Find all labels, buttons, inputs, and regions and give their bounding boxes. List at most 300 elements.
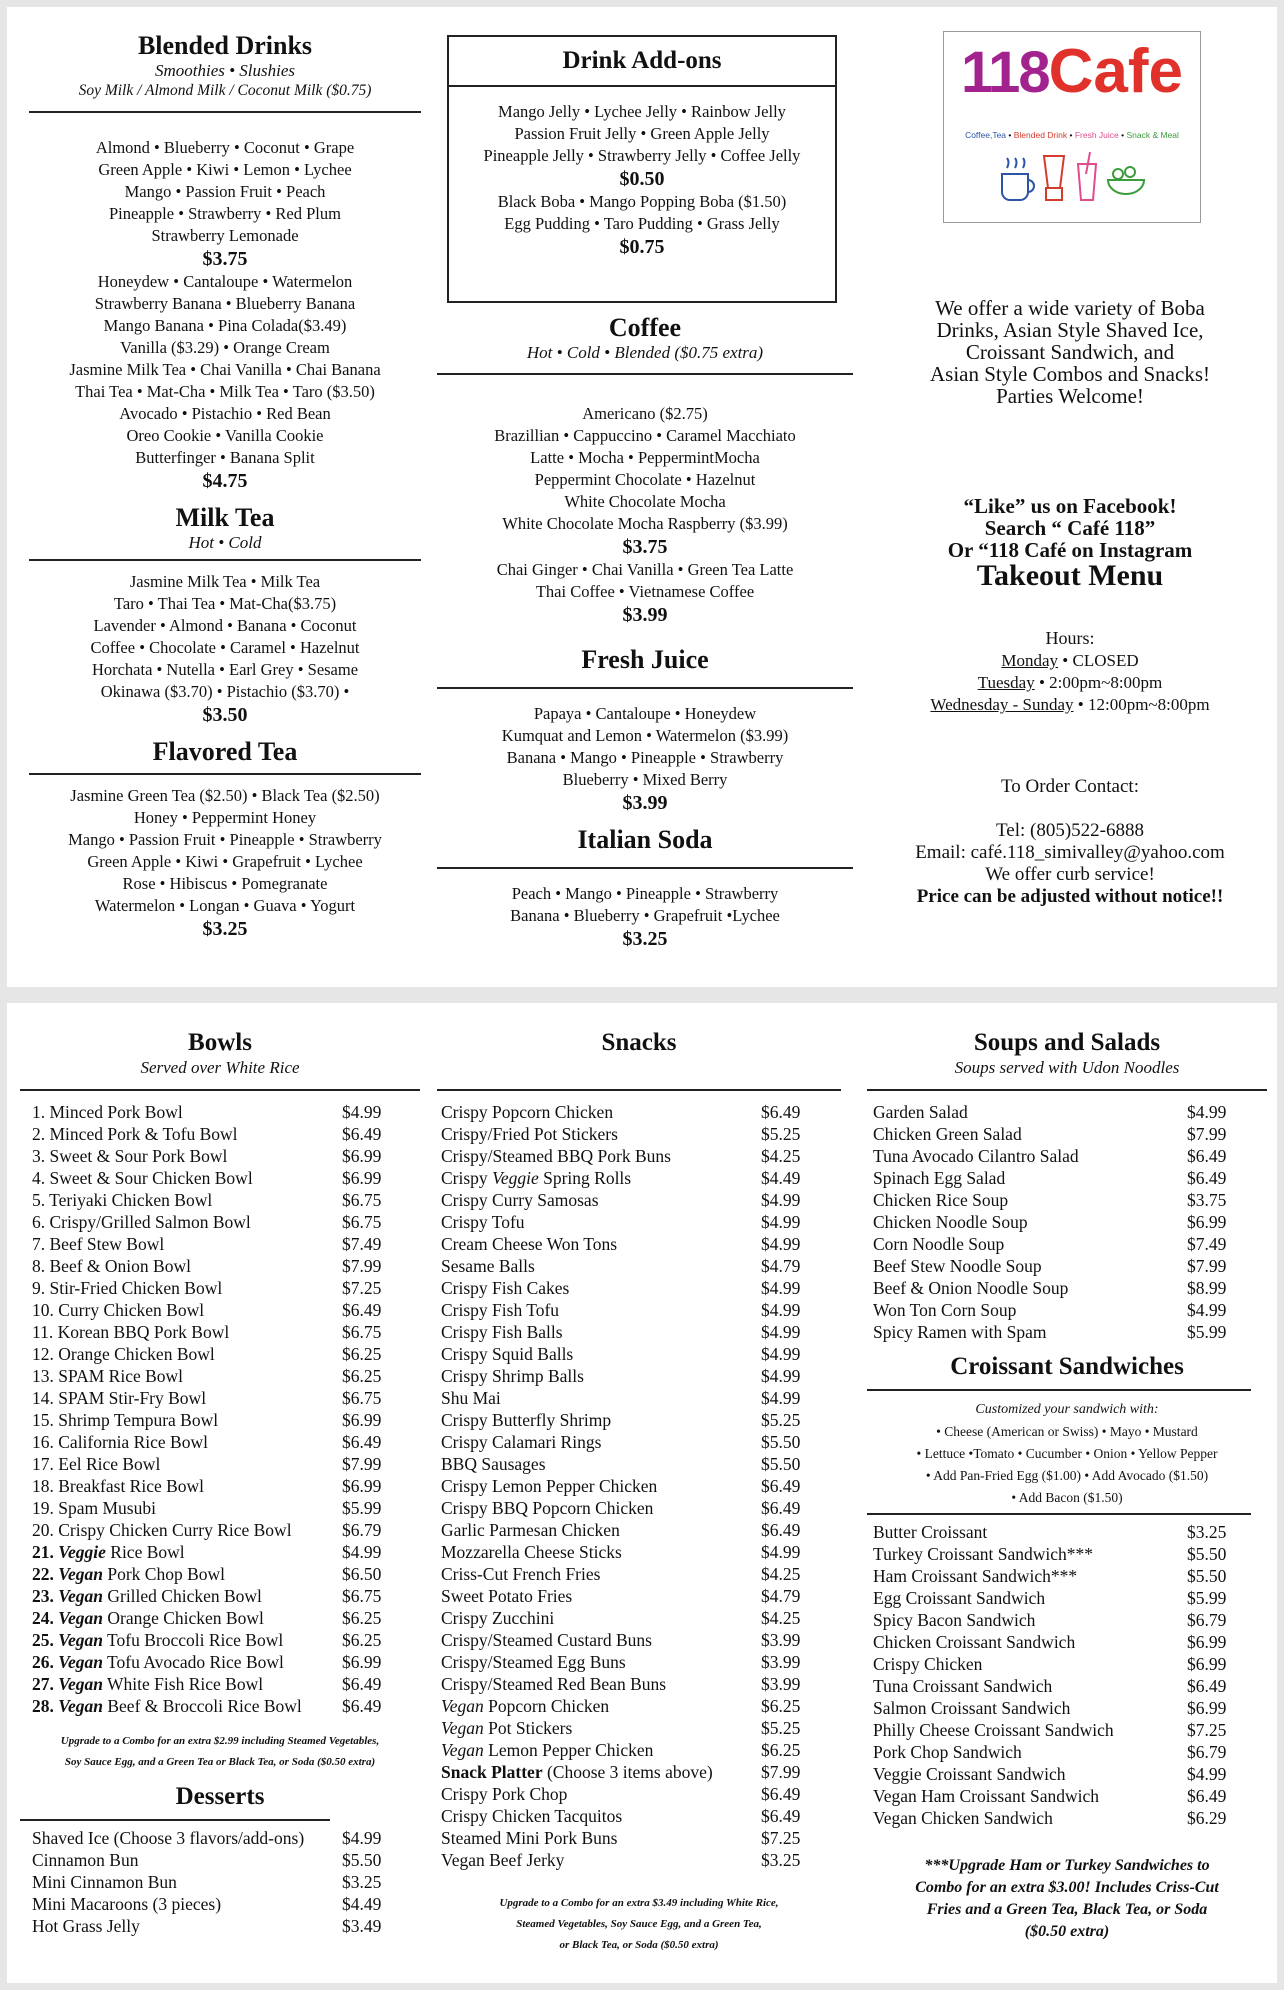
blended-drinks-subtitle: Smoothies • Slushies — [154, 61, 296, 80]
menu-item-price: $6.99 — [1187, 1212, 1227, 1232]
menu-item-row — [441, 1629, 831, 1651]
menu-item-name — [32, 1651, 284, 1673]
menu-item-price: $4.99 — [761, 1366, 801, 1386]
menu-item-row — [873, 1101, 1257, 1123]
fresh-juice-list-line: Banana • Mango • Pineapple • Strawberry — [506, 748, 784, 767]
menu-item-name — [32, 1475, 204, 1497]
menu-item-row — [32, 1497, 412, 1519]
menu-item-price: $6.79 — [1187, 1610, 1227, 1630]
menu-item-price: $3.25 — [761, 1850, 801, 1870]
menu-item-row — [873, 1697, 1257, 1719]
menu-item-name — [441, 1475, 657, 1497]
coffee-group-1-line: Americano ($2.75) — [582, 404, 708, 423]
takeout-menu-title: Takeout Menu — [976, 559, 1164, 592]
menu-item-name-part: 22. — [32, 1564, 59, 1584]
bowls-combo-note-line: Soy Sauce Egg, and a Green Tea or Black Tea, or Soda ($0.50 extra) — [64, 1756, 376, 1768]
menu-item-price: $5.50 — [342, 1850, 382, 1870]
menu-item-name-part: Garlic Parmesan Chicken — [441, 1520, 620, 1540]
menu-item-diet-label: Vegan — [441, 1696, 484, 1716]
menu-item-row — [441, 1805, 831, 1827]
menu-item-price: $7.99 — [342, 1256, 382, 1276]
menu-item-name: Cinnamon Bun — [32, 1850, 139, 1870]
menu-item-price: $5.50 — [1187, 1566, 1227, 1586]
bowls-list — [32, 1101, 412, 1717]
menu-item-name — [32, 1563, 225, 1585]
drink-addons-title: Drink Add-ons — [562, 47, 722, 74]
menu-item-name — [32, 1695, 302, 1717]
menu-item-name — [32, 1629, 283, 1651]
intro-text-line: Drinks, Asian Style Shaved Ice, — [936, 318, 1204, 342]
addons-group-2-line: Black Boba • Mango Popping Boba ($1.50) — [497, 192, 787, 211]
menu-item-name-part: Crispy Curry Samosas — [441, 1190, 599, 1210]
menu-item-name — [441, 1673, 666, 1695]
milk-tea-subtitle: Hot • Cold — [188, 533, 262, 552]
menu-item-name-part: Crispy Butterfly Shrimp — [441, 1410, 612, 1430]
menu-item-price: $6.99 — [342, 1652, 382, 1672]
price-notice: Price can be adjusted without notice!! — [916, 886, 1224, 907]
milk-tea-list-line: Horchata • Nutella • Earl Grey • Sesame — [91, 660, 359, 679]
menu-item-price: $7.25 — [342, 1278, 382, 1298]
menu-item-price: $7.49 — [1187, 1234, 1227, 1254]
menu-item-name: Salmon Croissant Sandwich — [873, 1698, 1071, 1718]
menu-item-price: $4.99 — [1187, 1300, 1227, 1320]
menu-item-name-part: Crispy Chicken Tacquitos — [441, 1806, 623, 1826]
menu-item-name-part: Crispy Zucchini — [441, 1608, 555, 1628]
snacks-combo-note — [437, 1893, 841, 1956]
coffee-price-2: $3.99 — [622, 604, 668, 626]
milk-tea-price: $3.50 — [202, 704, 248, 726]
menu-item-name — [32, 1541, 185, 1563]
menu-item-price: $4.99 — [342, 1828, 382, 1848]
customize-title: Customized your sandwich with: — [975, 1402, 1159, 1417]
blended-group-2-line: Honeydew • Cantaloupe • Watermelon — [97, 272, 353, 291]
coffee-group-1-line: White Chocolate Mocha Raspberry ($3.99) — [502, 514, 788, 533]
menu-item-price: $6.50 — [342, 1564, 382, 1584]
menu-item-name-part: 13. SPAM Rice Bowl — [32, 1366, 184, 1386]
menu-item-name — [441, 1211, 525, 1233]
menu-item-price: $4.25 — [761, 1146, 801, 1166]
menu-item-price: $6.75 — [342, 1212, 382, 1232]
customize-options-line: • Add Pan-Fried Egg ($1.00) • Add Avocado ($1.50) — [925, 1468, 1209, 1483]
divider — [437, 687, 853, 689]
menu-item-name-part: 2. Minced Pork & Tofu Bowl — [32, 1124, 238, 1144]
menu-item-price: $4.99 — [342, 1542, 382, 1562]
menu-item-name-part: 27. — [32, 1674, 59, 1694]
menu-item-name-part: White Fish Rice Bowl — [102, 1674, 264, 1694]
blended-group-1 — [29, 137, 421, 247]
menu-item-row — [32, 1871, 412, 1893]
addons-group-2 — [449, 191, 835, 235]
blended-group-2-line: Thai Tea • Mat-Cha • Milk Tea • Taro ($3.50) — [75, 382, 375, 401]
menu-item-name-part: 10. Curry Chicken Bowl — [32, 1300, 205, 1320]
snacks-combo-note-line: or Black Tea, or Soda ($0.50 extra) — [559, 1939, 719, 1951]
intro-text — [875, 297, 1265, 407]
menu-item-price: $7.99 — [1187, 1124, 1227, 1144]
menu-item-price: $4.99 — [761, 1542, 801, 1562]
menu-item-name: Vegan Chicken Sandwich — [873, 1808, 1053, 1828]
menu-item-name-part: 16. California Rice Bowl — [32, 1432, 208, 1452]
menu-item-name — [32, 1321, 229, 1343]
coffee-group-2-line: Chai Ginger • Chai Vanilla • Green Tea Latte — [496, 560, 794, 579]
menu-item-name: Egg Croissant Sandwich — [873, 1588, 1046, 1608]
menu-item-name-part: Shu Mai — [441, 1388, 501, 1408]
menu-item-row — [441, 1387, 831, 1409]
menu-item-price: $6.99 — [342, 1168, 382, 1188]
menu-item-name — [441, 1189, 599, 1211]
menu-item-name-part: Crispy/Steamed Custard Buns — [441, 1630, 652, 1650]
menu-item-price: $5.25 — [761, 1718, 801, 1738]
menu-item-diet-label: Vegan — [58, 1674, 103, 1694]
menu-item-name-part: Vegan Beef Jerky — [441, 1850, 565, 1870]
flavored-tea-list-line: Jasmine Green Tea ($2.50) • Black Tea ($2.50) — [70, 786, 380, 805]
social-text-line: Or “118 Café on Instagram — [947, 538, 1193, 562]
menu-item-row — [873, 1521, 1257, 1543]
menu-item-name — [32, 1277, 222, 1299]
menu-item-row — [873, 1763, 1257, 1785]
menu-item-name-part: Crispy BBQ Popcorn Chicken — [441, 1498, 654, 1518]
menu-item-name-part: Orange Chicken Bowl — [102, 1608, 264, 1628]
menu-item-name — [32, 1497, 156, 1519]
menu-item-name-part: Crispy/Fried Pot Stickers — [441, 1124, 618, 1144]
menu-item-price: $3.75 — [1187, 1190, 1227, 1210]
menu-item-row — [441, 1585, 831, 1607]
menu-item-name: Mini Cinnamon Bun — [32, 1872, 177, 1892]
menu-item-row — [441, 1365, 831, 1387]
menu-item-price: $7.99 — [761, 1762, 801, 1782]
italian-soda-list-line: Peach • Mango • Pineapple • Strawberry — [511, 884, 779, 903]
croissant-upgrade-note — [867, 1855, 1267, 1943]
menu-item-row — [32, 1233, 412, 1255]
logo-word: Cafe — [1048, 37, 1183, 106]
menu-item-name: Chicken Noodle Soup — [873, 1212, 1028, 1232]
blended-group-2-line: Vanilla ($3.29) • Orange Cream — [120, 338, 330, 357]
customize-options-line: • Add Bacon ($1.50) — [1011, 1490, 1123, 1505]
menu-item-row — [441, 1783, 831, 1805]
menu-item-price: $6.79 — [1187, 1742, 1227, 1762]
menu-item-price: $6.49 — [342, 1124, 382, 1144]
social-text-line: Search “ Café 118” — [984, 516, 1156, 540]
menu-item-price: $4.99 — [1187, 1102, 1227, 1122]
menu-item-price: $5.25 — [761, 1410, 801, 1430]
menu-item-name — [441, 1431, 601, 1453]
divider — [20, 1089, 420, 1091]
menu-item-row — [873, 1609, 1257, 1631]
menu-item-name-part: Crispy Fish Cakes — [441, 1278, 570, 1298]
flavored-tea-title: Flavored Tea — [152, 737, 298, 766]
menu-item-name — [441, 1805, 622, 1827]
menu-item-price: $4.99 — [761, 1234, 801, 1254]
menu-item-price: $6.25 — [342, 1630, 382, 1650]
menu-item-name — [441, 1233, 617, 1255]
blended-group-1-line: Pineapple • Strawberry • Red Plum — [109, 204, 341, 223]
flavored-tea-price: $3.25 — [202, 918, 248, 940]
menu-item-name-part: Crispy/Steamed Egg Buns — [441, 1652, 626, 1672]
divider — [29, 111, 421, 113]
menu-item-diet-label: Vegan — [58, 1586, 103, 1606]
coffee-group-1-line: Brazillian • Cappuccino • Caramel Macchiato — [494, 426, 796, 445]
menu-item-name-part: Snack Platter — [441, 1762, 543, 1782]
menu-item-name — [441, 1101, 613, 1123]
menu-item-name-part: 1. Minced Pork Bowl — [32, 1102, 183, 1122]
menu-item-price: $6.49 — [1187, 1786, 1227, 1806]
menu-item-name — [441, 1849, 564, 1871]
addons-price-1: $0.50 — [619, 168, 665, 190]
menu-item-row — [32, 1585, 412, 1607]
flavored-tea-list-line: Watermelon • Longan • Guava • Yogurt — [94, 896, 356, 915]
menu-item-price: $4.99 — [1187, 1764, 1227, 1784]
coffee-group-1-line: Peppermint Chocolate • Hazelnut — [534, 470, 756, 489]
coffee-group-2 — [437, 559, 853, 603]
desserts-list — [32, 1827, 412, 1937]
menu-item-name-part: 17. Eel Rice Bowl — [32, 1454, 161, 1474]
menu-item-row — [873, 1233, 1257, 1255]
menu-item-price: $6.49 — [1187, 1168, 1227, 1188]
menu-item-name — [441, 1585, 572, 1607]
menu-item-price: $7.99 — [1187, 1256, 1227, 1276]
drink-addons-box — [447, 35, 837, 303]
menu-item-name-part: Crispy/Steamed Red Bean Buns — [441, 1674, 667, 1694]
menu-item-row — [441, 1299, 831, 1321]
menu-item-name: Butter Croissant — [873, 1522, 988, 1542]
menu-item-name-part: 5. Teriyaki Chicken Bowl — [32, 1190, 213, 1210]
coffee-subtitle: Hot • Cold • Blended ($0.75 extra) — [526, 343, 764, 362]
flavored-tea-list-line: Mango • Passion Fruit • Pineapple • Strawberry — [68, 830, 382, 849]
menu-item-name: Vegan Ham Croissant Sandwich — [873, 1786, 1100, 1806]
menu-item-row — [32, 1409, 412, 1431]
food-panel — [7, 1003, 1277, 1983]
menu-item-row — [873, 1719, 1257, 1741]
menu-item-price: $6.29 — [1187, 1808, 1227, 1828]
menu-item-name — [32, 1101, 183, 1123]
menu-item-name-part: Spring Rolls — [538, 1168, 632, 1188]
menu-item-name-part: Crispy/Steamed BBQ Pork Buns — [441, 1146, 671, 1166]
menu-item-row — [32, 1211, 412, 1233]
croissant-upgrade-note-line: Combo for an extra $3.00! Includes Criss-Cut — [915, 1879, 1219, 1896]
menu-item-price: $4.99 — [761, 1190, 801, 1210]
croissant-upgrade-note-line: ($0.50 extra) — [1024, 1923, 1110, 1940]
menu-item-price: $5.99 — [1187, 1322, 1227, 1342]
fresh-juice-list — [437, 703, 853, 791]
menu-item-row — [441, 1145, 831, 1167]
social-text-line: “Like” us on Facebook! — [963, 494, 1177, 518]
croissant-title: Croissant Sandwiches — [950, 1353, 1184, 1380]
menu-item-row — [441, 1189, 831, 1211]
menu-item-row — [32, 1365, 412, 1387]
menu-item-diet-label: Vegan — [58, 1608, 103, 1628]
menu-item-row — [32, 1431, 412, 1453]
menu-item-row — [32, 1189, 412, 1211]
menu-item-name — [441, 1541, 622, 1563]
menu-item-price: $7.49 — [342, 1234, 382, 1254]
left-drinks-column — [29, 7, 421, 987]
menu-item-name: Mini Macaroons (3 pieces) — [32, 1894, 222, 1914]
menu-item-row — [32, 1651, 412, 1673]
menu-item-name — [441, 1343, 573, 1365]
menu-item-name-part: BBQ Sausages — [441, 1454, 546, 1474]
logo-tag-blended: Blended Drink — [1013, 130, 1068, 140]
menu-item-price: $6.49 — [342, 1696, 382, 1716]
bowls-column — [20, 1003, 420, 1983]
menu-item-diet-label: Vegan — [441, 1740, 484, 1760]
logo-number: 118 — [961, 40, 1049, 105]
menu-item-name: Spicy Bacon Sandwich — [873, 1610, 1036, 1630]
menu-item-price: $6.99 — [342, 1476, 382, 1496]
menu-item-row — [441, 1101, 831, 1123]
addons-group-1-line: Pineapple Jelly • Strawberry Jelly • Coffee Jelly — [483, 146, 801, 165]
menu-item-price: $4.99 — [342, 1102, 382, 1122]
soups-subtitle: Soups served with Udon Noodles — [954, 1058, 1180, 1077]
menu-item-price: $5.99 — [1187, 1588, 1227, 1608]
addons-group-1-line: Mango Jelly • Lychee Jelly • Rainbow Jelly — [498, 102, 786, 121]
menu-item-diet-label: Veggie — [492, 1168, 539, 1188]
menu-item-row — [873, 1565, 1257, 1587]
menu-item-price: $5.25 — [761, 1124, 801, 1144]
divider — [449, 85, 835, 87]
menu-item-name: Philly Cheese Croissant Sandwich — [873, 1720, 1114, 1740]
divider — [867, 1513, 1251, 1515]
coffee-price-1: $3.75 — [622, 536, 668, 558]
menu-item-row — [441, 1717, 831, 1739]
menu-item-name-part: Crispy Fish Tofu — [441, 1300, 560, 1320]
menu-item-price: $6.99 — [342, 1146, 382, 1166]
menu-item-name — [32, 1189, 212, 1211]
menu-item-name-part: Sweet Potato Fries — [441, 1586, 573, 1606]
menu-item-price: $4.49 — [761, 1168, 801, 1188]
menu-item-name — [32, 1431, 208, 1453]
coffee-group-2-line: Thai Coffee • Vietnamese Coffee — [535, 582, 755, 601]
menu-item-name-part: Tofu Broccoli Rice Bowl — [102, 1630, 284, 1650]
menu-item-row — [873, 1211, 1257, 1233]
menu-item-name — [441, 1629, 652, 1651]
snacks-title: Snacks — [601, 1029, 677, 1056]
menu-item-row — [441, 1277, 831, 1299]
menu-item-price: $6.75 — [342, 1322, 382, 1342]
flavored-tea-list — [29, 785, 421, 917]
menu-item-name-part: Crispy Popcorn Chicken — [441, 1102, 614, 1122]
menu-item-name-part: 23. — [32, 1586, 59, 1606]
info-column — [875, 7, 1265, 987]
menu-item-price: $6.25 — [761, 1740, 801, 1760]
menu-item-name: Garden Salad — [873, 1102, 968, 1122]
milk-tea-list-line: Taro • Thai Tea • Mat-Cha($3.75) — [113, 594, 337, 613]
hours-title: Hours: — [1045, 628, 1095, 648]
menu-item-price: $8.99 — [1187, 1278, 1227, 1298]
contact-phone[interactable]: Tel: (805)522-6888 — [995, 820, 1144, 841]
menu-item-name — [441, 1695, 609, 1717]
menu-item-name-part: 25. — [32, 1630, 59, 1650]
addons-group-2-line: Egg Pudding • Taro Pudding • Grass Jelly — [504, 214, 780, 233]
menu-item-row — [441, 1233, 831, 1255]
customize-options-line: • Cheese (American or Swiss) • Mayo • Mustard — [936, 1424, 1198, 1439]
contact-email[interactable]: Email: café.118_simivalley@yahoo.com — [915, 842, 1225, 863]
logo-tag-juice: Fresh Juice — [1074, 130, 1119, 140]
menu-item-name — [441, 1277, 569, 1299]
addons-group-1 — [449, 101, 835, 167]
menu-item-name — [441, 1145, 671, 1167]
menu-item-name: Corn Noodle Soup — [873, 1234, 1005, 1254]
menu-item-price: $6.49 — [342, 1432, 382, 1452]
menu-item-price: $6.49 — [761, 1784, 801, 1804]
menu-item-name-part: 11. Korean BBQ Pork Bowl — [32, 1322, 230, 1342]
menu-item-name — [32, 1145, 227, 1167]
milk-tea-title: Milk Tea — [175, 503, 275, 532]
menu-item-name — [32, 1123, 238, 1145]
menu-item-name-part: 26. — [32, 1652, 59, 1672]
hours-wed-sun: Wednesday - Sunday • 12:00pm~8:00pm — [930, 695, 1210, 714]
menu-item-price: $4.99 — [761, 1300, 801, 1320]
menu-item-row — [32, 1255, 412, 1277]
menu-item-row — [873, 1741, 1257, 1763]
milk-tea-list-line: Lavender • Almond • Banana • Coconut — [93, 616, 357, 635]
bowls-subtitle: Served over White Rice — [140, 1058, 300, 1077]
menu-item-name — [32, 1519, 292, 1541]
menu-item-name — [441, 1321, 563, 1343]
menu-item-name-part: 6. Crispy/Grilled Salmon Bowl — [32, 1212, 251, 1232]
menu-item-row — [441, 1211, 831, 1233]
menu-item-name-part: 28. — [32, 1696, 59, 1716]
menu-item-name-part: Rice Bowl — [105, 1542, 185, 1562]
blended-drinks-title: Blended Drinks — [137, 31, 313, 60]
coffee-group-1-line: Latte • Mocha • PeppermintMocha — [530, 448, 760, 467]
menu-item-name-part: Crispy Squid Balls — [441, 1344, 574, 1364]
menu-item-diet-label: Vegan — [58, 1696, 103, 1716]
menu-item-name-part: 24. — [32, 1608, 59, 1628]
menu-item-name — [441, 1651, 626, 1673]
menu-item-price: $6.99 — [342, 1410, 382, 1430]
logo-tag-coffee: Coffee,Tea — [965, 130, 1007, 140]
menu-item-row — [32, 1695, 412, 1717]
bowls-combo-note — [20, 1731, 420, 1773]
menu-item-price: $3.99 — [761, 1674, 801, 1694]
blended-group-2-line: Jasmine Milk Tea • Chai Vanilla • Chai Banana — [69, 360, 381, 379]
menu-item-row — [32, 1299, 412, 1321]
milk-tea-list-line: Coffee • Chocolate • Caramel • Hazelnut — [90, 638, 360, 657]
menu-item-name: Shaved Ice (Choose 3 flavors/add-ons) — [32, 1828, 305, 1848]
menu-item-name-part: 12. Orange Chicken Bowl — [32, 1344, 215, 1364]
menu-item-name: Beef Stew Noodle Soup — [873, 1256, 1042, 1276]
menu-item-row — [873, 1167, 1257, 1189]
desserts-title: Desserts — [175, 1783, 265, 1810]
menu-item-price: $4.49 — [342, 1894, 382, 1914]
menu-item-row — [441, 1695, 831, 1717]
blended-group-2-line: Avocado • Pistachio • Red Bean — [119, 404, 331, 423]
blended-price-2: $4.75 — [202, 470, 248, 492]
menu-item-row — [32, 1123, 412, 1145]
intro-text-line: We offer a wide variety of Boba — [935, 296, 1205, 320]
coffee-group-1 — [437, 403, 853, 535]
menu-item-price: $7.25 — [761, 1828, 801, 1848]
menu-item-name-part: Sesame Balls — [441, 1256, 535, 1276]
menu-item-row — [873, 1653, 1257, 1675]
blended-group-2 — [29, 271, 421, 469]
menu-item-price: $3.25 — [1187, 1522, 1227, 1542]
bowls-title: Bowls — [188, 1029, 252, 1056]
divider — [29, 559, 421, 561]
menu-item-name-part: Tofu Avocado Rice Bowl — [102, 1652, 284, 1672]
menu-item-price: $6.49 — [761, 1520, 801, 1540]
menu-item-name — [32, 1453, 160, 1475]
croissant-list — [873, 1521, 1257, 1829]
blended-group-2-line: Mango Banana • Pina Colada($3.49) — [103, 316, 347, 335]
menu-item-row — [873, 1145, 1257, 1167]
menu-item-name — [32, 1343, 215, 1365]
menu-item-row — [441, 1255, 831, 1277]
menu-item-price: $3.49 — [342, 1916, 382, 1936]
menu-item-name-part: 19. Spam Musubi — [32, 1498, 156, 1518]
menu-item-name-part: Pork Chop Bowl — [102, 1564, 226, 1584]
menu-item-row — [32, 1387, 412, 1409]
menu-item-price: $6.75 — [342, 1190, 382, 1210]
